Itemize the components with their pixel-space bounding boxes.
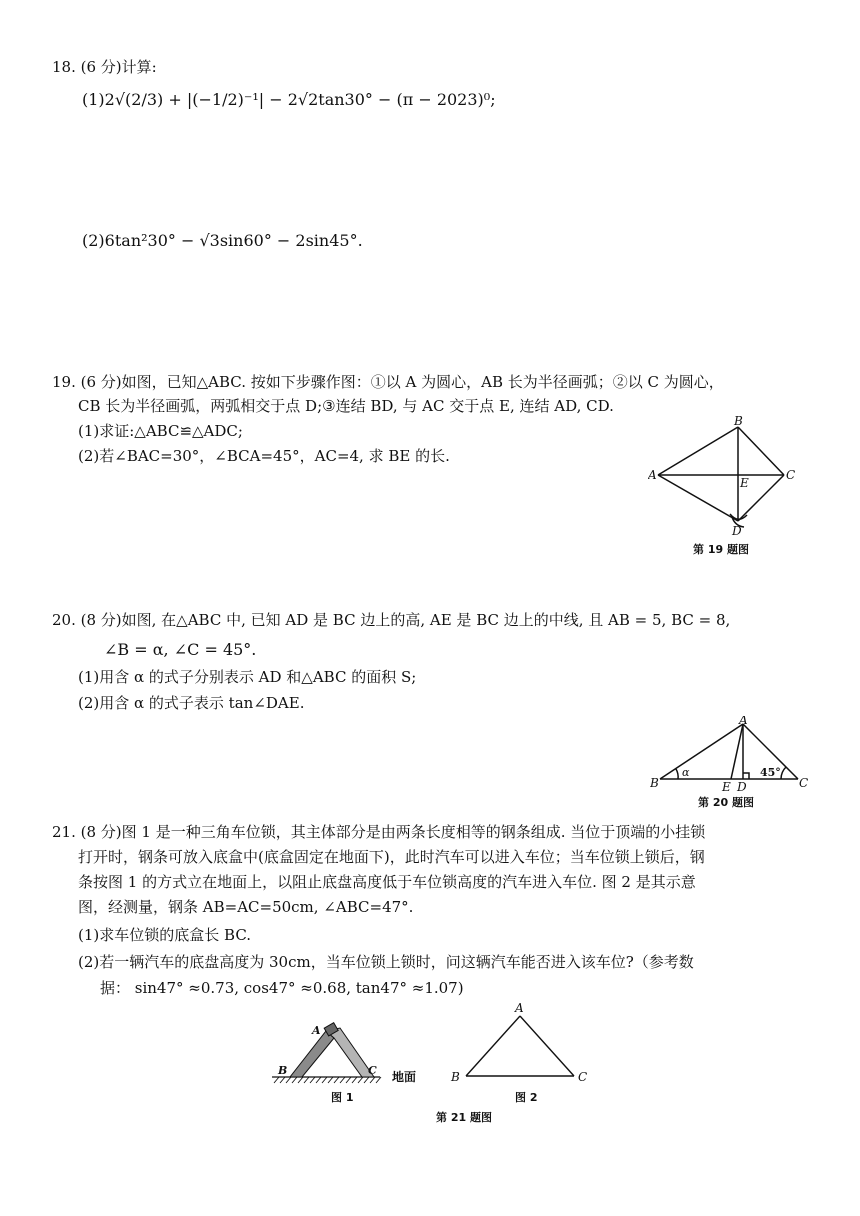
q19-part2: (2)若∠BAC=30°，∠BCA=45°，AC=4, 求 BE 的长. xyxy=(78,447,450,465)
q20-part1: (1)用含 α 的式子分别表示 AD 和△ABC 的面积 S; xyxy=(78,668,417,686)
q19-label-e: E xyxy=(740,476,749,490)
q21-part2-line1: (2)若一辆汽车的底盘高度为 30cm，当车位锁上锁时，问这辆汽车能否进入该车位?（参考数 xyxy=(78,953,694,971)
q21-bar-left xyxy=(290,1031,334,1077)
q19-label-c: C xyxy=(786,468,796,482)
q20-line1: 20. (8 分)如图, 在△ABC 中, 已知 AD 是 BC 边上的高, AE 是 BC 边上的中线, 且 AB = 5, BC = 8, xyxy=(52,611,731,629)
q19-label-a: A xyxy=(648,468,657,482)
q19-segment-bc xyxy=(738,427,784,475)
q21-line4: 图，经测量，钢条 AB=AC=50cm, ∠ABC=47°. xyxy=(78,898,414,916)
q21-fig1-label-c: C xyxy=(368,1064,377,1077)
q21-ground-hatching xyxy=(274,1077,381,1083)
q21-figure2 xyxy=(448,1000,598,1086)
q21-fig2-segment-ac xyxy=(520,1016,574,1076)
q20-label-45: 45° xyxy=(760,766,781,779)
q21-fig2-caption: 图 2 xyxy=(515,1091,538,1104)
q21-line2: 打开时，钢条可放入底盒中(底盒固定在地面下)，此时汽车可以进入车位；当车位锁上锁后，钢 xyxy=(78,848,705,866)
q18-part2: (2)6tan²30° − √3sin60° − 2sin45°. xyxy=(82,231,363,250)
q20-caption: 第 20 题图 xyxy=(698,796,754,809)
q21-line3: 条按图 1 的方式立在地面上，以阻止底盘高度低于车位锁高度的汽车进入车位. 图 2 是其示意 xyxy=(78,873,696,891)
q20-label-a: A xyxy=(739,716,748,727)
q21-fig2-label-c: C xyxy=(578,1070,588,1084)
q18-header: 18. (6 分)计算: xyxy=(52,58,157,76)
q20-line2: ∠B = α, ∠C = 45°. xyxy=(104,640,257,659)
q20-figure xyxy=(650,716,810,792)
q20-label-alpha: α xyxy=(682,766,690,779)
q19-label-d: D xyxy=(732,524,742,538)
q20-label-c: C xyxy=(799,776,809,790)
q20-part2: (2)用含 α 的式子表示 tan∠DAE. xyxy=(78,694,305,712)
q20-segment-ae xyxy=(731,724,743,779)
q19-part1: (1)求证:△ABC≌△ADC; xyxy=(78,422,243,440)
q19-figure xyxy=(648,414,798,538)
q20-label-b: B xyxy=(650,776,659,790)
q19-line2: CB 长为半径画弧，两弧相交于点 D;③连结 BD, 与 AC 交于点 E, 连结 AD, CD. xyxy=(78,397,614,415)
q20-label-e: E xyxy=(722,780,731,792)
q19-segment-ad xyxy=(658,475,738,521)
q20-angle-c-arc xyxy=(781,767,786,779)
q19-segment-ab xyxy=(658,427,738,475)
q19-caption: 第 19 题图 xyxy=(693,543,749,556)
q20-label-d: D xyxy=(737,780,747,792)
q20-right-angle-mark xyxy=(743,773,749,779)
q21-figure1 xyxy=(268,1022,428,1084)
q19-line1: 19. (6 分)如图，已知△ABC. 按如下步骤作图：①以 A 为圆心，AB 长为半径画弧；②以 C 为圆心， xyxy=(52,373,724,391)
q21-fig2-segment-ab xyxy=(466,1016,520,1076)
q21-fig2-label-a: A xyxy=(515,1001,524,1015)
q21-caption: 第 21 题图 xyxy=(436,1111,492,1124)
q21-fig1-label-a: A xyxy=(312,1024,321,1037)
q21-part1: (1)求车位锁的底盒长 BC. xyxy=(78,926,252,944)
q21-fig2-label-b: B xyxy=(451,1070,460,1084)
q21-ground-label: 地面 xyxy=(392,1070,417,1084)
q21-part2-line2: 据： sin47° ≈0.73, cos47° ≈0.68, tan47° ≈1.07) xyxy=(100,979,464,997)
q21-line1: 21. (8 分)图 1 是一种三角车位锁，其主体部分是由两条长度相等的钢条组成. 当位于顶端的小挂锁 xyxy=(52,823,706,841)
q21-fig1-label-b: B xyxy=(278,1064,288,1077)
q20-angle-b-arc xyxy=(676,769,678,779)
q20-segment-ab xyxy=(660,724,743,779)
q18-part1: (1)2√(2/3) + |(−1/2)⁻¹| − 2√2tan30° − (π − 2023)⁰; xyxy=(82,90,496,109)
q21-bar-right xyxy=(326,1028,374,1077)
q19-label-b: B xyxy=(734,414,743,428)
q21-fig1-caption: 图 1 xyxy=(331,1091,354,1104)
